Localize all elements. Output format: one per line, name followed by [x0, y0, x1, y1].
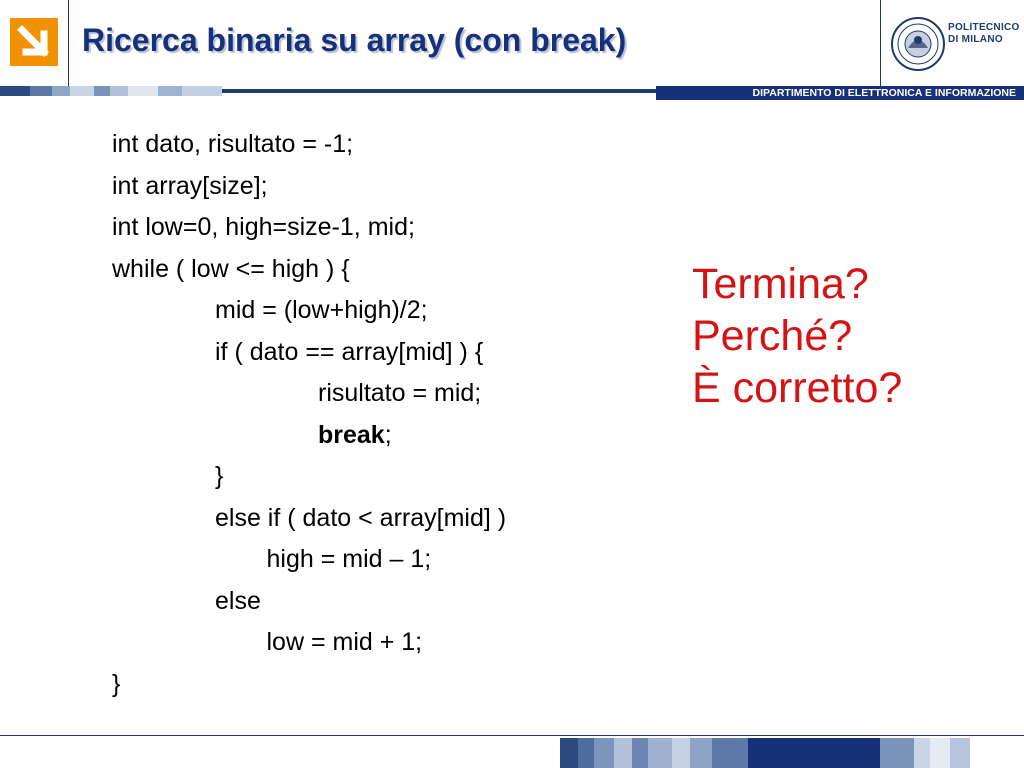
- code-text: risultato = mid;: [318, 379, 482, 407]
- politecnico-logo-text: [948, 22, 1020, 46]
- logo-line-1: POLITECNICO: [948, 22, 1020, 33]
- department-name: DIPARTIMENTO DI ELETTRONICA E INFORMAZIONE: [752, 87, 1016, 99]
- logo-line-2: DI MILANO: [948, 34, 1003, 45]
- code-text: high = mid – 1;: [266, 545, 432, 573]
- code-line: [267, 545, 432, 574]
- code-line: [215, 338, 483, 367]
- code-suffix: ;: [384, 420, 392, 449]
- code-text: mid = (low+high)/2;: [215, 296, 428, 324]
- questions-block: [692, 258, 902, 414]
- code-text: int array[size];: [112, 171, 268, 200]
- arrow-logo: [0, 0, 68, 86]
- code-text: int low=0, high=size-1, mid;: [112, 213, 415, 241]
- code-line: [112, 213, 415, 242]
- code-line: [215, 587, 261, 616]
- code-text: while ( low <= high ) {: [112, 254, 350, 283]
- code-line: [112, 130, 353, 159]
- code-text: if ( dato == array[mid] ) {: [215, 337, 484, 366]
- code-text: low = mid + 1;: [266, 628, 423, 656]
- code-line: [112, 172, 268, 201]
- department-bar: [656, 86, 1024, 100]
- code-text: else: [215, 586, 261, 615]
- code-line: [215, 504, 506, 533]
- code-line: [215, 296, 428, 325]
- code-text: }: [215, 462, 224, 490]
- code-text: int dato, risultato = -1;: [112, 130, 354, 158]
- slide-header: [0, 0, 1024, 100]
- slide-title: Ricerca binaria su array (con break): [82, 22, 627, 58]
- code-line: [318, 421, 392, 450]
- footer-color-band: [0, 738, 1024, 768]
- question-why: Perché?: [692, 312, 853, 360]
- orange-arrow-icon: [0, 0, 68, 86]
- footer-divider: [0, 735, 1024, 736]
- code-line: [112, 670, 120, 699]
- code-keyword: break: [318, 420, 385, 449]
- code-line: [215, 462, 223, 491]
- code-line: [112, 255, 350, 284]
- code-text: }: [112, 669, 121, 698]
- header-divider-left: [68, 0, 69, 86]
- question-correct: È corretto?: [692, 364, 903, 412]
- politecnico-seal-icon: [888, 14, 948, 74]
- code-line: [267, 628, 423, 657]
- question-terminates: Termina?: [692, 260, 869, 308]
- code-text: else if ( dato < array[mid] ): [215, 503, 507, 532]
- code-line: [318, 379, 481, 408]
- header-divider-right: [880, 0, 881, 86]
